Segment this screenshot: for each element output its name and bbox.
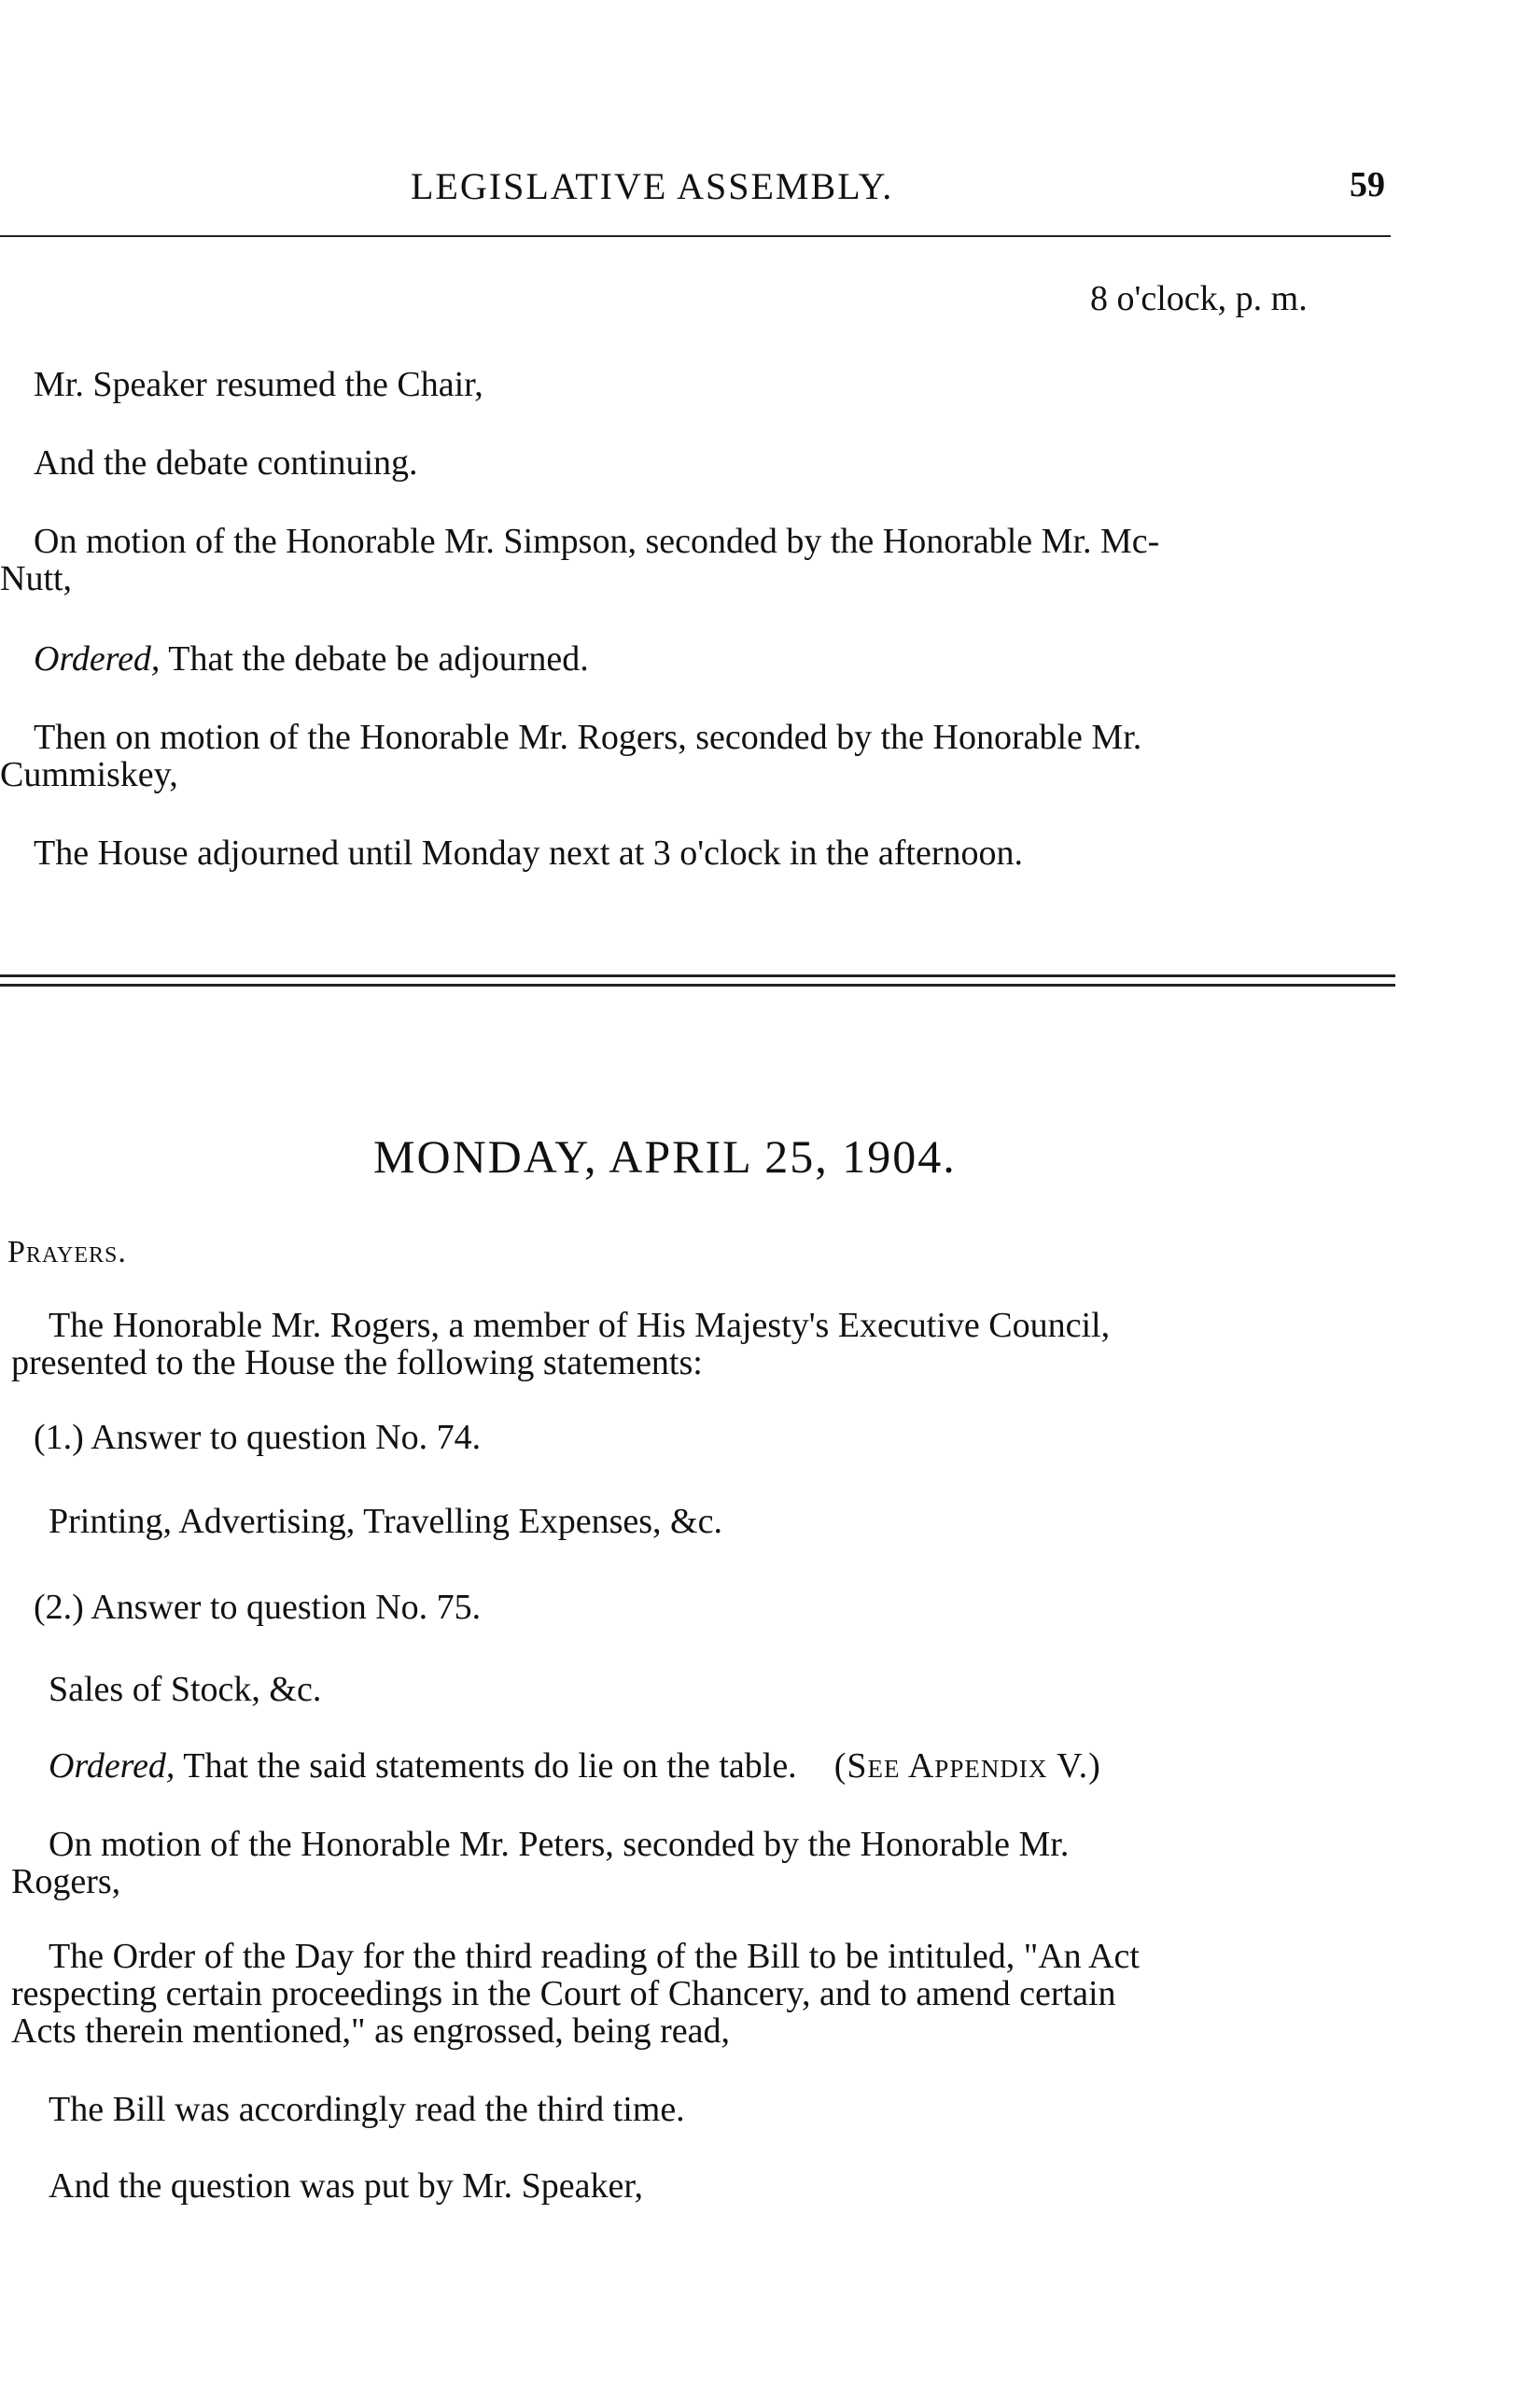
page-number: 59 [1350,165,1385,204]
paragraph-question-put: And the question was put by Mr. Speaker, [49,2166,644,2206]
paragraph-rogers-statements: The Honorable Mr. Rogers, a member of His Majesty's Executive Council, [49,1306,1111,1345]
section-divider-top [0,974,1395,977]
paragraph-debate-continuing: And the debate continuing. [34,443,418,483]
paragraph-motion-peters-cont: Rogers, [11,1862,121,1901]
paragraph-bill-read: The Bill was accordingly read the third time. [49,2090,685,2129]
paragraph-ordered-adjourned [34,640,589,678]
ordered-lie-text: That the said statements do lie on the table. [175,1746,797,1786]
paragraph-ordered-lie-on-table [49,1747,1101,1785]
ordered-italic-2: Ordered, [49,1746,175,1786]
paragraph-order-of-day: The Order of the Day for the third reading of the Bill to be intituled, "An Act [49,1937,1140,1976]
paragraph-motion-peters: On motion of the Honorable Mr. Peters, seconded by the Honorable Mr. [49,1825,1070,1864]
section-divider-bottom [0,984,1395,987]
ordered-text: That the debate be adjourned. [160,639,589,679]
prayers-heading: Prayers. [7,1235,127,1269]
paragraph-speaker-resumed: Mr. Speaker resumed the Chair, [34,365,483,404]
header-rule [0,235,1391,237]
statement-item-1: (1.) Answer to question No. 74. [34,1418,482,1457]
paragraph-motion-simpson: On motion of the Honorable Mr. Simpson, seconded by the Honorable Mr. Mc- [34,522,1160,561]
paragraph-order-of-day-line3: Acts therein mentioned," as engrossed, being read, [11,2011,731,2051]
time-note: 8 o'clock, p. m. [1090,279,1308,318]
paragraph-rogers-statements-cont: presented to the House the following statements: [11,1343,703,1382]
statement-item-2: (2.) Answer to question No. 75. [34,1588,482,1627]
running-header-title: LEGISLATIVE ASSEMBLY. [411,165,894,207]
paragraph-order-of-day-line2: respecting certain proceedings in the Court of Chancery, and to amend certain [11,1974,1116,2013]
paragraph-motion-rogers-cont: Cummiskey, [0,755,178,794]
ordered-italic: Ordered, [34,639,161,679]
paragraph-motion-simpson-cont: Nutt, [0,559,73,598]
date-heading: MONDAY, APRIL 25, 1904. [373,1130,957,1183]
statement-item-1-description: Printing, Advertising, Travelling Expenses, &c. [49,1502,722,1541]
statement-item-2-description: Sales of Stock, &c. [49,1670,322,1709]
paragraph-motion-rogers: Then on motion of the Honorable Mr. Rogers, seconded by the Honorable Mr. [34,718,1142,757]
paragraph-house-adjourned: The House adjourned until Monday next at 3 o'clock in the afternoon. [34,834,1024,873]
appendix-reference: (See Appendix V.) [833,1746,1101,1786]
